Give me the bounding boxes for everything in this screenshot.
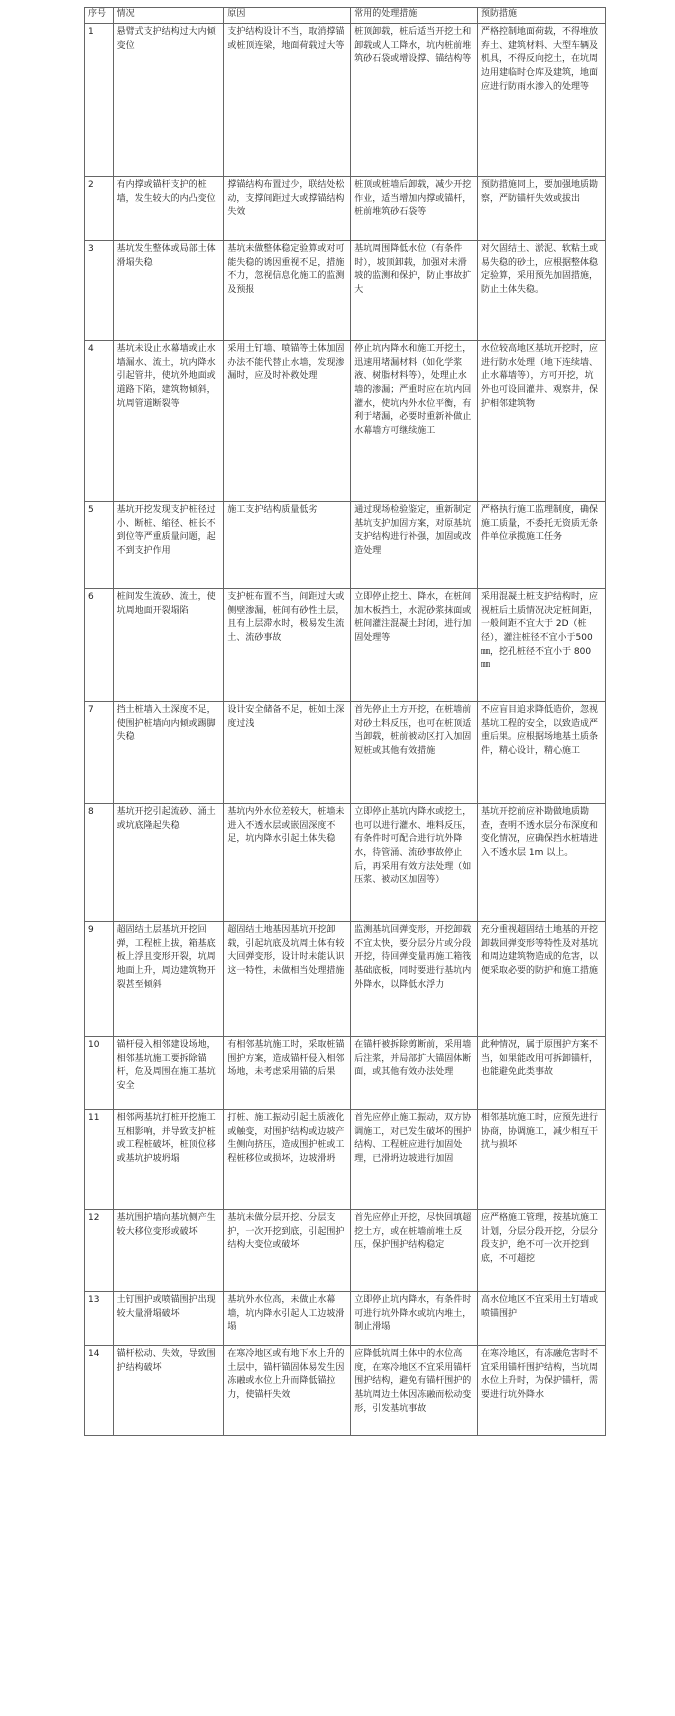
table-row bbox=[85, 24, 606, 177]
situation-cell: 基坑发生整体或局部土体滑塌失稳 bbox=[113, 241, 224, 341]
measures-cell: 监测基坑回弹变形，开挖卸载不宜太快，要分层分片或分段开挖，待回弹变量再施工箱筏基础底板，同时要进行基坑内外降水，以降低水浮力 bbox=[351, 922, 478, 1037]
table-row bbox=[85, 702, 606, 804]
row-number: 9 bbox=[85, 922, 114, 1037]
prevention-cell: 采用混凝土桩支护结构时，应视桩后土质情况决定桩间距，一般间距不宜大于 2D（桩径），灌注桩径不宜小于500 ㎜，挖孔桩径不宜小于 800 ㎜ bbox=[478, 589, 606, 702]
row-number: 2 bbox=[85, 177, 114, 241]
header-no: 序号 bbox=[85, 8, 114, 24]
table-row bbox=[85, 589, 606, 702]
header-cause: 原因 bbox=[224, 8, 351, 24]
measures-cell: 桩顶或桩墙后卸载，减少开挖作业，适当增加内撑或锚杆，桩前堆筑砂石袋等 bbox=[351, 177, 478, 241]
table-row bbox=[85, 1346, 606, 1436]
cause-cell: 支护桩布置不当，间距过大或侧壁渗漏，桩间有砂性土层，且有上层滞水时，极易发生流土、流砂事故 bbox=[224, 589, 351, 702]
table-row bbox=[85, 502, 606, 589]
table-row bbox=[85, 1210, 606, 1292]
situation-cell: 悬臂式支护结构过大内倾变位 bbox=[113, 24, 224, 177]
prevention-cell: 应严格施工管理，按基坑施工计划，分层分段开挖，分层分段支护，绝不可一次开挖到底，不可超挖 bbox=[478, 1210, 606, 1292]
measures-cell: 立即停止基坑内降水或挖土，也可以进行灌水、堆料反压，有条件时可配合进行坑外降水，待管涌、流砂事故停止后，再采用有效方法处理（如压浆、被动区加固等） bbox=[351, 804, 478, 922]
cause-cell: 设计安全储备不足，桩如土深度过浅 bbox=[224, 702, 351, 804]
row-number: 11 bbox=[85, 1110, 114, 1210]
situation-cell: 基坑未设止水幕墙或止水墙漏水、流土，坑内降水引起管井，使坑外地面或道路下陷，建筑物倾斜，坑周管道断裂等 bbox=[113, 341, 224, 502]
row-number: 5 bbox=[85, 502, 114, 589]
measures-cell: 首先应停止开挖，尽快回填超挖土方，或在桩墙前堆土反压，保护围护结构稳定 bbox=[351, 1210, 478, 1292]
table-row bbox=[85, 922, 606, 1037]
prevention-cell: 预防措施同上，要加强地质勘察，严防锚杆失效或拔出 bbox=[478, 177, 606, 241]
measures-cell: 在锚杆被拆除剪断前，采用墙后注浆，并局部扩大锚固体断面，或其他有效办法处理 bbox=[351, 1037, 478, 1110]
situation-cell: 土钉围护或喷锚围护出现较大量滑塌破坏 bbox=[113, 1292, 224, 1346]
situation-cell: 锚杆侵入相邻建设场地，相邻基坑施工要拆除锚杆，危及周围在施工基坑安全 bbox=[113, 1037, 224, 1110]
row-number: 13 bbox=[85, 1292, 114, 1346]
measures-cell: 立即停止坑内降水，有条件时可进行坑外降水或坑内堆土，制止滑塌 bbox=[351, 1292, 478, 1346]
measures-cell: 桩顶卸载，桩后适当开挖土和卸载或人工降水，坑内桩前堆筑砂石袋或增设撑、锚结构等 bbox=[351, 24, 478, 177]
prevention-cell: 严格执行施工监理制度，确保施工质量，不委托无资质无条件单位承揽施工任务 bbox=[478, 502, 606, 589]
situation-cell: 超固结土层基坑开挖回弹，工程桩上拔，箱基底板上浮且变形开裂，坑周地面上升，周边建筑物开裂甚至倾斜 bbox=[113, 922, 224, 1037]
measures-table bbox=[84, 7, 606, 1436]
situation-cell: 基坑开挖发现支护桩径过小、断桩、缩径、桩长不到位等严重质量问题，起不到支护作用 bbox=[113, 502, 224, 589]
cause-cell: 采用土钉墙、喷锚等土体加固办法不能代替止水墙，发现渗漏时，应及时补救处理 bbox=[224, 341, 351, 502]
prevention-cell: 充分重视超固结土地基的开挖卸载回弹变形等特性及对基坑和周边建筑物造成的危害，以便采取必要的防护和施工措施 bbox=[478, 922, 606, 1037]
prevention-cell: 基坑开挖前应补勘做地质勘查，查明不透水层分布深度和变化情况，应确保挡水桩墙进入不透水层 1m 以上。 bbox=[478, 804, 606, 922]
cause-cell: 打桩、施工振动引起土质液化或触变，对围护结构或边坡产生侧向挤压，造成围护桩或工程桩移位或损坏，边坡滑坍 bbox=[224, 1110, 351, 1210]
cause-cell: 基坑未做分层开挖、分层支护，一次开挖到底，引起围护结构大变位或破坏 bbox=[224, 1210, 351, 1292]
measures-cell: 基坑周围降低水位（有条件时），坡顶卸载，加强对未滑坡的监测和保护，防止事故扩大 bbox=[351, 241, 478, 341]
table-row bbox=[85, 1110, 606, 1210]
cause-cell: 有相邻基坑施工时，采取桩锚围护方案，造成锚杆侵入相邻场地，未考虑采用锚的后果 bbox=[224, 1037, 351, 1110]
table-row bbox=[85, 341, 606, 502]
row-number: 12 bbox=[85, 1210, 114, 1292]
prevention-cell: 水位较高地区基坑开挖时，应进行防水处理（地下连续墙、止水幕墙等），方可开挖，坑外也可设回灌井、观察井，保护相邻建筑物 bbox=[478, 341, 606, 502]
cause-cell: 基坑外水位高，未做止水幕墙，坑内降水引起人工边坡滑塌 bbox=[224, 1292, 351, 1346]
row-number: 6 bbox=[85, 589, 114, 702]
cause-cell: 在寒冷地区或有地下水上升的土层中，锚杆锚固体易发生因冻融或水位上升而降低锚拉力，使锚杆失效 bbox=[224, 1346, 351, 1436]
situation-cell: 挡土桩墙入土深度不足，使围护桩墙向内倾或踢脚失稳 bbox=[113, 702, 224, 804]
situation-cell: 有内撑或锚杆支护的桩墙，发生较大的内凸变位 bbox=[113, 177, 224, 241]
situation-cell: 基坑围护墙向基坑侧产生较大移位变形或破坏 bbox=[113, 1210, 224, 1292]
header-measures: 常用的处理措施 bbox=[351, 8, 478, 24]
table-row bbox=[85, 1292, 606, 1346]
table-row bbox=[85, 241, 606, 341]
cause-cell: 施工支护结构质量低劣 bbox=[224, 502, 351, 589]
prevention-cell: 高水位地区不宜采用土钉墙或喷锚围护 bbox=[478, 1292, 606, 1346]
header-situation: 情况 bbox=[113, 8, 224, 24]
situation-cell: 桩间发生流砂、流土，使坑周地面开裂塌陷 bbox=[113, 589, 224, 702]
measures-cell: 通过现场检验鉴定，重新制定基坑支护加固方案，对原基坑支护结构进行补强，加固或改造处理 bbox=[351, 502, 478, 589]
row-number: 14 bbox=[85, 1346, 114, 1436]
cause-cell: 撑锚结构布置过少，联结处松动，支撑间距过大或撑锚结构失效 bbox=[224, 177, 351, 241]
table-header-row bbox=[85, 8, 606, 24]
measures-cell: 首先停止土方开挖，在桩墙前对砂土料反压，也可在桩顶适当卸载，桩前被动区打入加固短桩或其他有效措施 bbox=[351, 702, 478, 804]
row-number: 1 bbox=[85, 24, 114, 177]
table-row bbox=[85, 177, 606, 241]
row-number: 8 bbox=[85, 804, 114, 922]
table-row bbox=[85, 1037, 606, 1110]
row-number: 3 bbox=[85, 241, 114, 341]
cause-cell: 超固结土地基因基坑开挖卸载，引起坑底及坑周土体有较大回弹变形，设计时未能认识这一特性，未做相当处理措施 bbox=[224, 922, 351, 1037]
prevention-cell: 对欠固结土、淤泥、软粘土或易失稳的砂土，应根据整体稳定验算，采用预先加固措施，防止土体失稳。 bbox=[478, 241, 606, 341]
cause-cell: 支护结构设计不当，取消撑锚或桩顶连梁，地面荷载过大等 bbox=[224, 24, 351, 177]
measures-cell: 应降低坑周土体中的水位高度，在寒冷地区不宜采用锚杆围护结构，避免有锚杆围护的基坑周边土体因冻融而松动变形，引发基坑事故 bbox=[351, 1346, 478, 1436]
situation-cell: 基坑开挖引起流砂、涌土或坑底隆起失稳 bbox=[113, 804, 224, 922]
table-row bbox=[85, 804, 606, 922]
row-number: 7 bbox=[85, 702, 114, 804]
measures-cell: 首先应停止施工振动，双方协调施工，对已发生破坏的围护结构、工程桩应进行加固处理，已滑坍边坡进行加固 bbox=[351, 1110, 478, 1210]
row-number: 4 bbox=[85, 341, 114, 502]
prevention-cell: 不应盲目追求降低造价，忽视基坑工程的安全，以致造成严重后果。应根据场地基土质条件，精心设计，精心施工 bbox=[478, 702, 606, 804]
header-prevention: 预防措施 bbox=[478, 8, 606, 24]
cause-cell: 基坑未做整体稳定验算或对可能失稳的诱因重视不足，措施不力，忽视信息化施工的监测及预报 bbox=[224, 241, 351, 341]
prevention-cell: 相邻基坑施工时，应预先进行协商，协调施工，减少相互干扰与损坏 bbox=[478, 1110, 606, 1210]
prevention-cell: 严格控制地面荷载，不得堆放弃土、建筑材料、大型车辆及机具，不得反向挖土，在坑周边用建临时仓库及建筑，地面应进行防雨水渗入的处理等 bbox=[478, 24, 606, 177]
cause-cell: 基坑内外水位差较大，桩墙未进入不透水层或嵌固深度不足，坑内降水引起土体失稳 bbox=[224, 804, 351, 922]
situation-cell: 相邻两基坑打桩开挖施工互相影响，并导致支护桩或工程桩破坏，桩顶位移或基坑护坡坍塌 bbox=[113, 1110, 224, 1210]
measures-cell: 立即停止挖土、降水，在桩间加木板挡土，水泥砂浆抹面或桩间灌注混凝土封闭，进行加固处理等 bbox=[351, 589, 478, 702]
prevention-cell: 在寒冷地区，有冻融危害时不宜采用锚杆围护结构，当坑周水位上升时，为保护锚杆，需要进行坑外降水 bbox=[478, 1346, 606, 1436]
row-number: 10 bbox=[85, 1037, 114, 1110]
prevention-cell: 此种情况，属于原围护方案不当，如果能改用可拆卸锚杆，也能避免此类事故 bbox=[478, 1037, 606, 1110]
situation-cell: 锚杆松动、失效，导致围护结构破坏 bbox=[113, 1346, 224, 1436]
measures-cell: 停止坑内降水和施工开挖土，迅速用堵漏材料（如化学浆液、树脂材料等），处理止水墙的渗漏；严重时应在坑内回灌水，使坑内外水位平衡，有利于堵漏，必要时重新补做止水幕墙方可继续施工 bbox=[351, 341, 478, 502]
